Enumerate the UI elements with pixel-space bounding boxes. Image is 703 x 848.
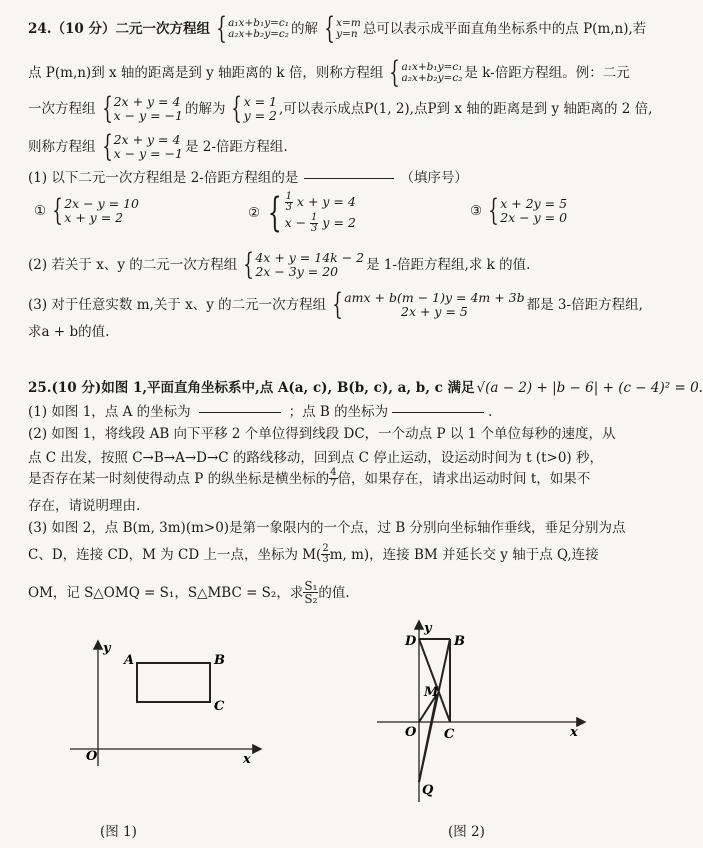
fig2-label-m: M <box>424 685 439 700</box>
q24-line-1: 24.（10 分）二元一次方程组 { a₁x+b₁y=c₁ a₂x+b₂y=c₂ 的解 { x=m y=n 总可以表示成平面直角坐标系中的点 P(m,n),若 <box>28 11 647 46</box>
q25-part-2-line-2: 点 C 出发，按照 C→B→A→D→C 的路线移动，回到点 C 停止运动，设运动时间为 t (t>0) 秒， <box>28 450 603 466</box>
q24-heading: 24.（10 分）二元一次方程组 <box>28 21 210 37</box>
fig1-label-a: A <box>124 653 135 668</box>
general-system-2: { a₁x+b₁y=c₁ a₂x+b₂y=c₂ <box>389 55 463 90</box>
answer-blank-q24-1[interactable] <box>304 178 394 179</box>
q24-line-2: 点 P(m,n)到 x 轴的距离是到 y 轴距离的 k 倍，则称方程组 { a₁x+b₁y=c₁ a₂x+b₂y=c₂ 是 k-倍距方程组。例：二元 <box>28 55 630 90</box>
fig1-rectangle-abcd <box>137 663 210 702</box>
fig2-label-o: O <box>405 725 417 740</box>
fig2-label-d: D <box>405 634 417 649</box>
q24-part-2: (2) 若关于 x、y 的二元一次方程组 { 4x + y = 14k − 2 2x − 3y = 20 是 1-倍距方程组,求 k 的值. <box>28 247 531 282</box>
answer-blank-point-a[interactable] <box>199 412 281 413</box>
example-system-2: { 2x + y = 4 x − y = −1 <box>101 129 183 164</box>
q25-part-2-line-1: (2) 如图 1，将线段 AB 向下平移 2 个单位得到线段 DC，一个动点 P 以 1 个单位每秒的速度，从 <box>28 426 616 442</box>
fig1-label-x: x <box>243 752 251 767</box>
fig1-label-b: B <box>214 653 225 668</box>
figure-2-caption: (图 2) <box>448 824 485 840</box>
figure-1-caption: (图 1) <box>100 824 137 840</box>
fig2-label-y: y <box>424 621 432 636</box>
example-system: { 2x + y = 4 x − y = −1 <box>101 91 183 126</box>
q24-line-3: 一次方程组 { 2x + y = 4 x − y = −1 的解为 { x = 1 y = 2 ,可以表示成点P(1, 2),点P到 x 轴的距离是到 y 轴距离的 2 倍, <box>28 91 653 126</box>
general-solution: { x=m y=n <box>324 11 361 46</box>
option-1: ① { 2x − y = 10 x + y = 2 <box>34 193 140 228</box>
option-2: ② { $\frac{1}{3}$ x + y = 4 x − $\frac{1}{3}$ y = 2 <box>248 190 356 236</box>
fig2-label-x: x <box>570 725 578 740</box>
q25-part-1: (1) 如图 1，点 A 的坐标为 ；点 B 的坐标为 . <box>28 404 493 420</box>
fig1-label-y: y <box>103 641 111 656</box>
q25-part-3-line-2: C、D，连接 CD，M 为 CD 上一点，坐标为 M( $\frac{2}{3}$ m, m)，连接 BM 并延长交 y 轴于点 Q,连接 <box>28 543 599 565</box>
general-system: { a₁x+b₁y=c₁ a₂x+b₂y=c₂ <box>216 11 290 46</box>
fig2-label-c: C <box>444 727 455 742</box>
fig1-label-c: C <box>214 699 225 714</box>
q25-part-3-line-1: (3) 如图 2，点 B(m, 3m)(m>0)是第一象限内的一个点，过 B 分别向坐标轴作垂线，垂足分别为点 <box>28 520 626 536</box>
q24-part-3-line-2: 求a + b的值. <box>28 324 110 340</box>
answer-blank-point-b[interactable] <box>392 412 484 413</box>
option-3: ③ { x + 2y = 5 2x − y = 0 <box>470 193 568 228</box>
fig1-label-o: O <box>86 749 98 764</box>
q25-part-2-line-3: 是否存在某一时刻使得动点 P 的纵坐标是横坐标的 $\frac{4}{7}$ 倍，如果存在，请求出运动时间 t，如果不 <box>28 467 591 489</box>
fig2-label-q: Q <box>422 783 434 798</box>
example-solution: { x = 1 y = 2 <box>231 91 278 126</box>
q24-line-4: 则称方程组 { 2x + y = 4 x − y = −1 是 2-倍距方程组. <box>28 129 288 164</box>
q25-part-3-line-3: OM，记 S△OMQ = S₁，S△MBC = S₂，求 $\frac{\text{S₁}}{\text{S₂}}$ 的值. <box>28 579 350 606</box>
fig2-label-b: B <box>454 634 465 649</box>
q25-line-1: 25.(10 分)如图 1,平面直角坐标系中,点 A(a, c), B(b, c), a, b, c 满足 √(a − 2) + |b − 6| + (c − 4)² = 0. <box>28 380 703 396</box>
q24-part-1: (1) 以下二元一次方程组是 2-倍距方程组的是 （填序号） <box>28 170 468 186</box>
q24-part-3: (3) 对于任意实数 m,关于 x、y 的二元一次方程组 { amx + b(m − 1)y = 4m + 3b 2x + y = 5 都是 3-倍距方程组, <box>28 287 643 322</box>
q25-part-2-line-4: 存在，请说明理由. <box>28 498 141 514</box>
figure-1 <box>60 630 280 770</box>
figure-2 <box>372 610 592 810</box>
